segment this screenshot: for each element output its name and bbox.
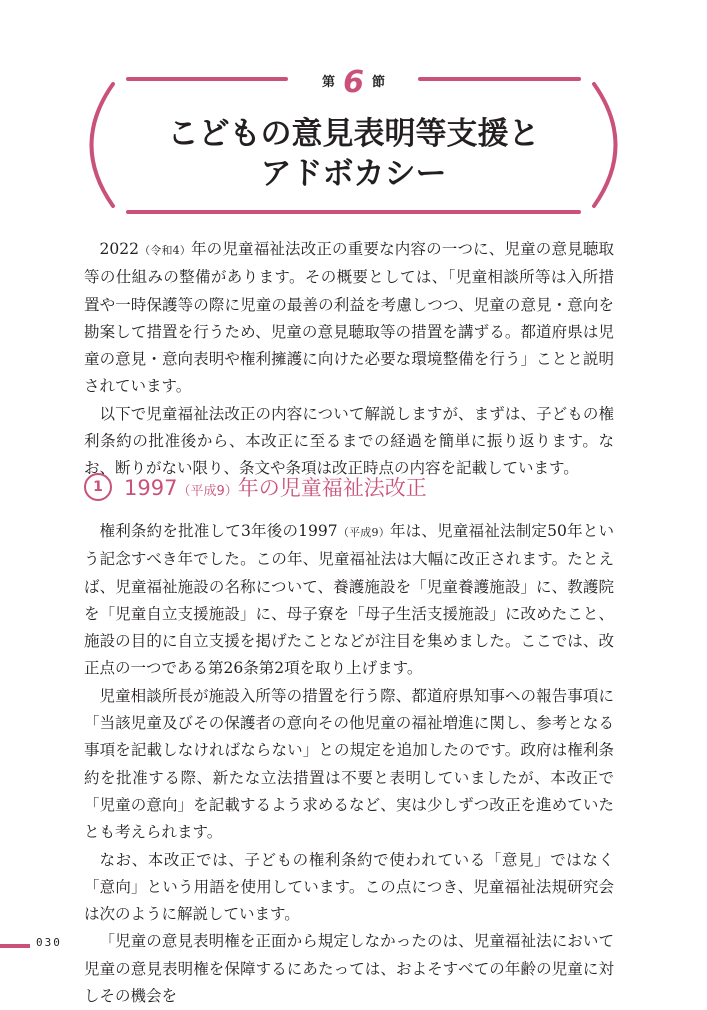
heading-year: 1997	[124, 476, 178, 500]
body-paragraph-3: なお、本改正では、子どもの権利条約で使われている「意見」ではなく「意向」という用語を使用しています。この点につき、児童福祉法規研究会は次のように解説しています。	[84, 850, 614, 924]
page-number: 030	[36, 936, 62, 949]
heading-era: （平成9）	[177, 484, 238, 499]
section-digit: 6	[343, 65, 364, 100]
section-suffix: 節	[371, 75, 385, 90]
intro-era: （令和4）	[138, 244, 191, 257]
intro-year: 2022	[99, 240, 139, 258]
title-line-1: こどもの意見表明等支援と	[167, 116, 540, 152]
section-body	[84, 518, 614, 1010]
intro-text-1: 年の児童福祉法改正の重要な内容の一つに、児童の意見聴取等の仕組みの整備があります。その概要としては、「児童相談所等は入所措置や一時保護等の際に児童の最善の利益を考慮しつつ、児童の意見・意向を勘案して措置を行うため、児童の意見聴取等の措置を講ずる。都道府県は児童の意見・意向表明や権利擁護に向けた必要な環境整備を行う」ことと説明されています。	[84, 240, 614, 396]
heading-title: 年の児童福祉法改正	[237, 476, 427, 500]
body-paragraph-4: 「児童の意見表明権を正面から規定しなかったのは、児童福祉法において児童の意見表明権を保障するにあたっては、およそすべての年齢の児童に対しその機会を	[84, 932, 614, 1006]
heading-text	[124, 472, 427, 502]
intro-paragraph-1	[84, 236, 614, 401]
body-paragraph-2: 児童相談所長が施設入所等の措置を行う際、都道府県知事への報告事項に「当該児童及びその保護者の意向その他児童の福祉増進に関し、参考となる事項を記載しなければならない」との規定を追加したのです。政府は権利条約を批准する際、新たな立法措置は不要と表明していましたが、本改正で「児童の意向」を記載するよう求めるなど、実は少しずつ改正を進めていたとも考えられます。	[84, 686, 614, 842]
body-paragraph-1	[84, 518, 614, 683]
body-p1-a: 権利条約を批准して3年後の1997	[99, 522, 338, 540]
body-p1-era: （平成9）	[337, 526, 390, 539]
intro-text	[84, 236, 614, 483]
heading-number: 1	[84, 473, 112, 501]
body-p1-b: 年は、児童福祉法制定50年という記念すべき年でした。この年、児童福祉法は大幅に改正されます。たとえば、児童福祉施設の名称について、養護施設を「児童養護施設」に、教護院を「児童自立支援施設」に、母子寮を「母子生活支援施設」に改めたこと、施設の目的に自立支援を掲げたことなどが注目を集めました。ここでは、改正点の一つである第26条第2項を取り上げます。	[84, 522, 615, 678]
section-prefix: 第	[322, 75, 336, 90]
intro-paragraph-2: 以下で児童福祉法改正の内容について解説しますが、まずは、子どもの権利条約の批准後から、本改正に至るまでの経過を簡単に振り返ります。なお、断りがない限り、条文や条項は改正時点の内容を記載しています。	[84, 404, 614, 478]
page-title	[0, 114, 707, 194]
title-line-2: アドボカシー	[260, 156, 447, 192]
footer-accent-bar	[0, 944, 30, 948]
section-heading	[84, 470, 427, 504]
